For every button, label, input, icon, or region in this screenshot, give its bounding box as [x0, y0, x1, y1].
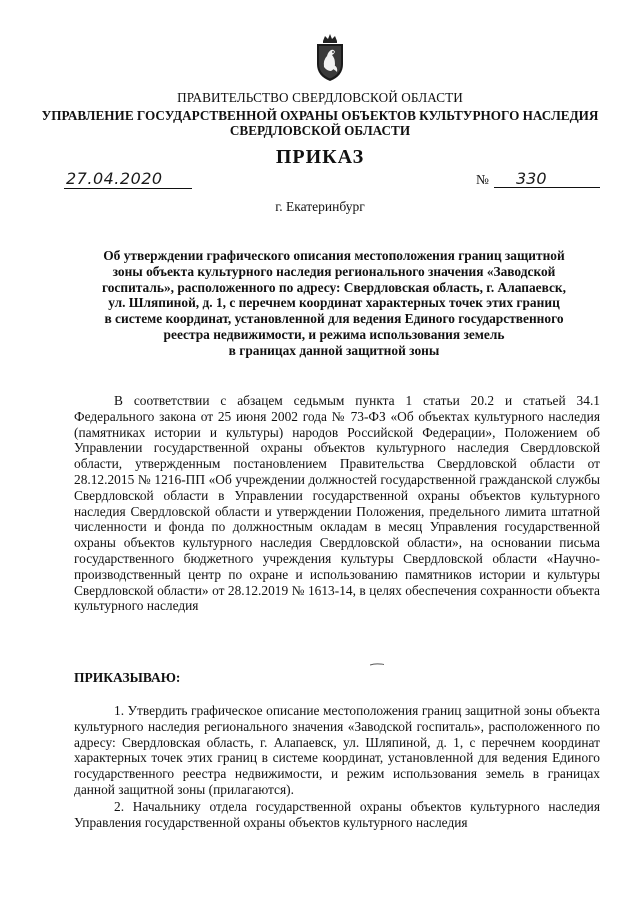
order-keyword: ПРИКАЗЫВАЮ:	[74, 670, 181, 685]
city-name: г. Екатеринбург	[275, 199, 365, 214]
subject-line: зоны объекта культурного наследия регионального значения «Заводской	[112, 263, 556, 279]
subject-line: госпиталь», расположенного по адресу: Свердловская область, г. Алапаевск,	[101, 279, 566, 295]
order-item-1-text: 1. Утвердить графическое описание местоположения границ защитной зоны объекта культурного наследия регионального значения «Заводской госпиталь», расположенного по адресу: Свердловская область, г. Алапаевск, ул. Шляпиной, д. 1, с перечнем координат характерных точек этих границ в системе координат, установленной для ведения Единого государственного реестра недвижимости, и режим использования земель в границах данной защитной зоны (прилагаются).	[74, 703, 600, 797]
subject-line: ул. Шляпиной, д. 1, с перечнем координат характерных точек этих границ	[108, 295, 560, 311]
order-subject	[74, 248, 594, 359]
subject-line: Об утверждении графического описания местоположения границ защитной	[103, 248, 565, 263]
department-line-1: УПРАВЛЕНИЕ ГОСУДАРСТВЕННОЙ ОХРАНЫ ОБЪЕКТОВ КУЛЬТУРНОГО НАСЛЕДИЯ	[41, 108, 599, 123]
preamble-text: В соответствии с абзацем седьмым пункта 1 статьи 20.2 и статьей 34.1 Федерального закона от 25 июня 2002 года № 73-ФЗ «Об объектах культурного наследия (памятниках истории и культуры) народов Российской Федерации», Положением об Управлении государственной охраны объектов культурного наследия Свердловской области, утвержденным постановлением Правительства Свердловской области от 28.12.2015 № 1216-ПП «Об учреждении должностей государственной гражданской службы Свердловской области в Управлении государственной охраны объектов культурного наследия Свердловской области и утверждении Положения, предельного лимита штатной численности и фонда по должностным окладам в месяц Управления государственной охраны объектов культурного наследия Свердловской области», на основании письма государственного бюджетного учреждения культуры Свердловской области «Научно-производственный центр по охране и использованию памятников истории и культуры Свердловской области» от 28.12.2019 № 1613-14, в целях обеспечения сохранности объекта культурного наследия	[74, 393, 600, 614]
number-label: №	[476, 172, 489, 187]
document-type-title: ПРИКАЗ	[275, 146, 365, 168]
order-item-2	[74, 799, 600, 831]
coat-of-arms-icon	[313, 34, 347, 82]
government-name: ПРАВИТЕЛЬСТВО СВЕРДЛОВСКОЙ ОБЛАСТИ	[177, 90, 463, 105]
department-name	[40, 108, 600, 138]
subject-line: реестра недвижимости, и режима использования земель	[163, 326, 505, 342]
subject-line: в границах данной защитной зоны	[228, 342, 440, 358]
handwritten-date: 27.04.2020	[64, 168, 192, 189]
ink-mark	[370, 663, 384, 666]
order-item-2-text: 2. Начальнику отдела государственной охраны объектов культурного наследия Управления государственной охраны объектов культурного наследия	[74, 799, 600, 830]
order-item-1	[74, 703, 600, 798]
subject-line: в системе координат, установленной для ведения Единого государственного	[104, 311, 564, 327]
department-line-2: СВЕРДЛОВСКОЙ ОБЛАСТИ	[229, 123, 411, 138]
handwritten-number: 330	[494, 168, 600, 188]
preamble-paragraph	[74, 393, 600, 614]
